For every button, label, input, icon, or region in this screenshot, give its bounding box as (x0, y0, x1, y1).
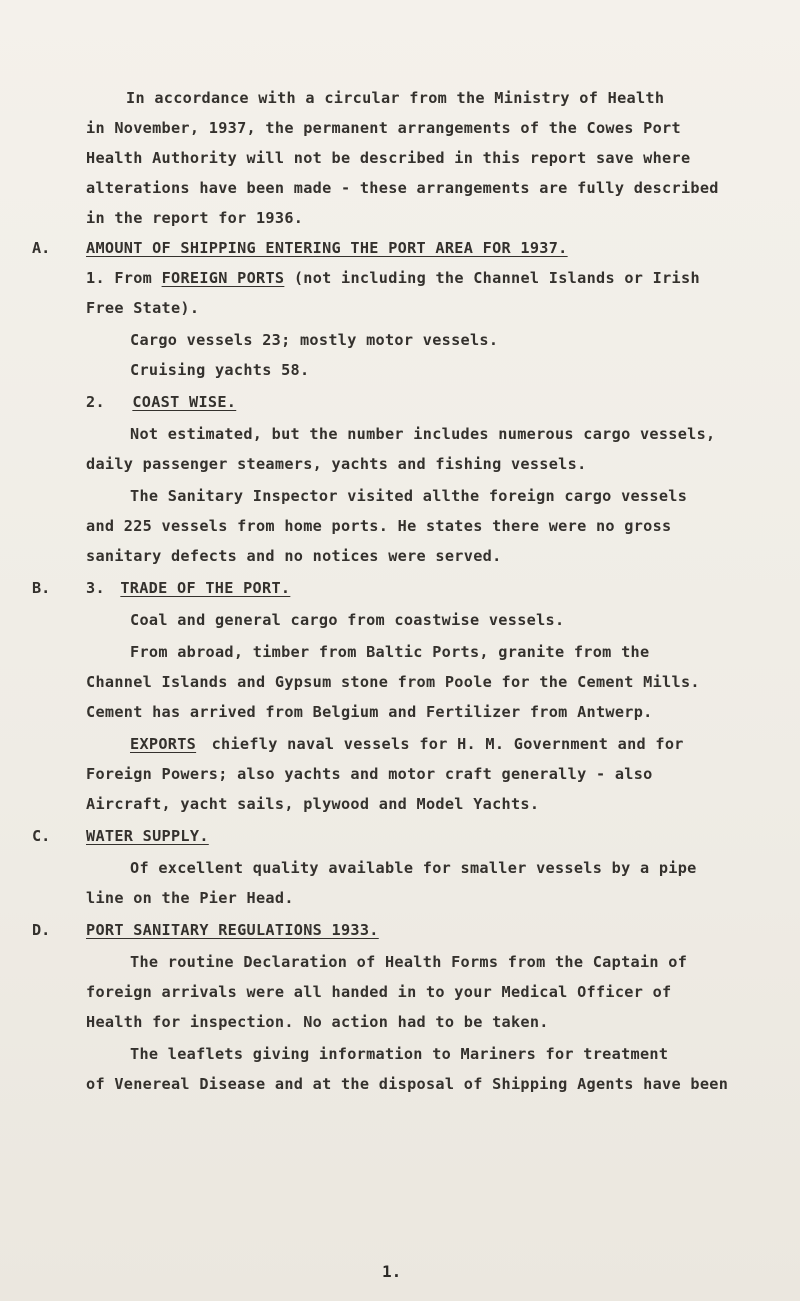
water-supply-heading: WATER SUPPLY. (86, 827, 209, 845)
item-1-line (86, 268, 700, 288)
foreign-ports-label: FOREIGN PORTS (161, 269, 285, 287)
water-line-2: line on the Pier Head. (86, 889, 294, 907)
exports-line (130, 734, 684, 754)
intro-line-2: in November, 1937, the permanent arrangements of the Cowes Port (86, 119, 681, 137)
intro-line-1: In accordance with a circular from the Ministry of Health (126, 89, 665, 107)
trade-line-6: Foreign Powers; also yachts and motor craft generally - also (86, 765, 653, 783)
intro-line-4: alterations have been made - these arrangements are fully described (86, 179, 719, 197)
cargo-vessels-line: Cargo vessels 23; mostly motor vessels. (130, 331, 499, 349)
cruising-yachts-line: Cruising yachts 58. (130, 361, 310, 379)
regulations-line-4: The leaflets giving information to Mariners for treatment (130, 1045, 669, 1063)
intro-line-5: in the report for 1936. (86, 209, 304, 227)
trade-line-3: Channel Islands and Gypsum stone from Poole for the Cement Mills. (86, 673, 700, 691)
page-number: 1. (382, 1262, 402, 1281)
item-1-number: 1. (86, 269, 105, 287)
sanitary-regulations-heading: PORT SANITARY REGULATIONS 1933. (86, 921, 379, 939)
exports-text: chiefly naval vessels for H. M. Government and for (211, 735, 684, 753)
item-2-line (86, 392, 236, 412)
trade-of-port-heading: TRADE OF THE PORT. (120, 579, 291, 597)
item-3-number: 3. (86, 579, 105, 597)
coast-wise-label: COAST WISE. (132, 393, 237, 411)
section-a-heading: AMOUNT OF SHIPPING ENTERING THE PORT AREA FOR 1937. (86, 239, 568, 257)
trade-line-4: Cement has arrived from Belgium and Fertilizer from Antwerp. (86, 703, 653, 721)
coast-wise-p4: and 225 vessels from home ports. He states there were no gross (86, 517, 672, 535)
trade-line-7: Aircraft, yacht sails, plywood and Model Yachts. (86, 795, 540, 813)
coast-wise-p3: The Sanitary Inspector visited allthe foreign cargo vessels (130, 487, 688, 505)
regulations-line-1: The routine Declaration of Health Forms from the Captain of (130, 953, 688, 971)
section-d-marker: D. (32, 921, 51, 939)
exports-label: EXPORTS (130, 735, 197, 753)
regulations-line-5: of Venereal Disease and at the disposal of Shipping Agents have been (86, 1075, 729, 1093)
regulations-line-3: Health for inspection. No action had to be taken. (86, 1013, 549, 1031)
coast-wise-p5: sanitary defects and no notices were served. (86, 547, 502, 565)
section-a-marker: A. (32, 239, 51, 257)
regulations-line-2: foreign arrivals were all handed in to your Medical Officer of (86, 983, 672, 1001)
intro-line-3: Health Authority will not be described in this report save where (86, 149, 691, 167)
section-b-heading-line (86, 578, 290, 598)
coast-wise-p1: Not estimated, but the number includes numerous cargo vessels, (130, 425, 716, 443)
item-1-continuation: Free State). (86, 299, 200, 317)
section-b-marker: B. (32, 579, 51, 597)
item-1-lead: From (114, 269, 153, 287)
item-2-number: 2. (86, 393, 105, 411)
coast-wise-p2: daily passenger steamers, yachts and fishing vessels. (86, 455, 587, 473)
water-line-1: Of excellent quality available for smaller vessels by a pipe (130, 859, 697, 877)
item-1-rest: (not including the Channel Islands or Irish (293, 269, 700, 287)
trade-line-1: Coal and general cargo from coastwise vessels. (130, 611, 565, 629)
section-c-marker: C. (32, 827, 51, 845)
trade-line-2: From abroad, timber from Baltic Ports, granite from the (130, 643, 650, 661)
